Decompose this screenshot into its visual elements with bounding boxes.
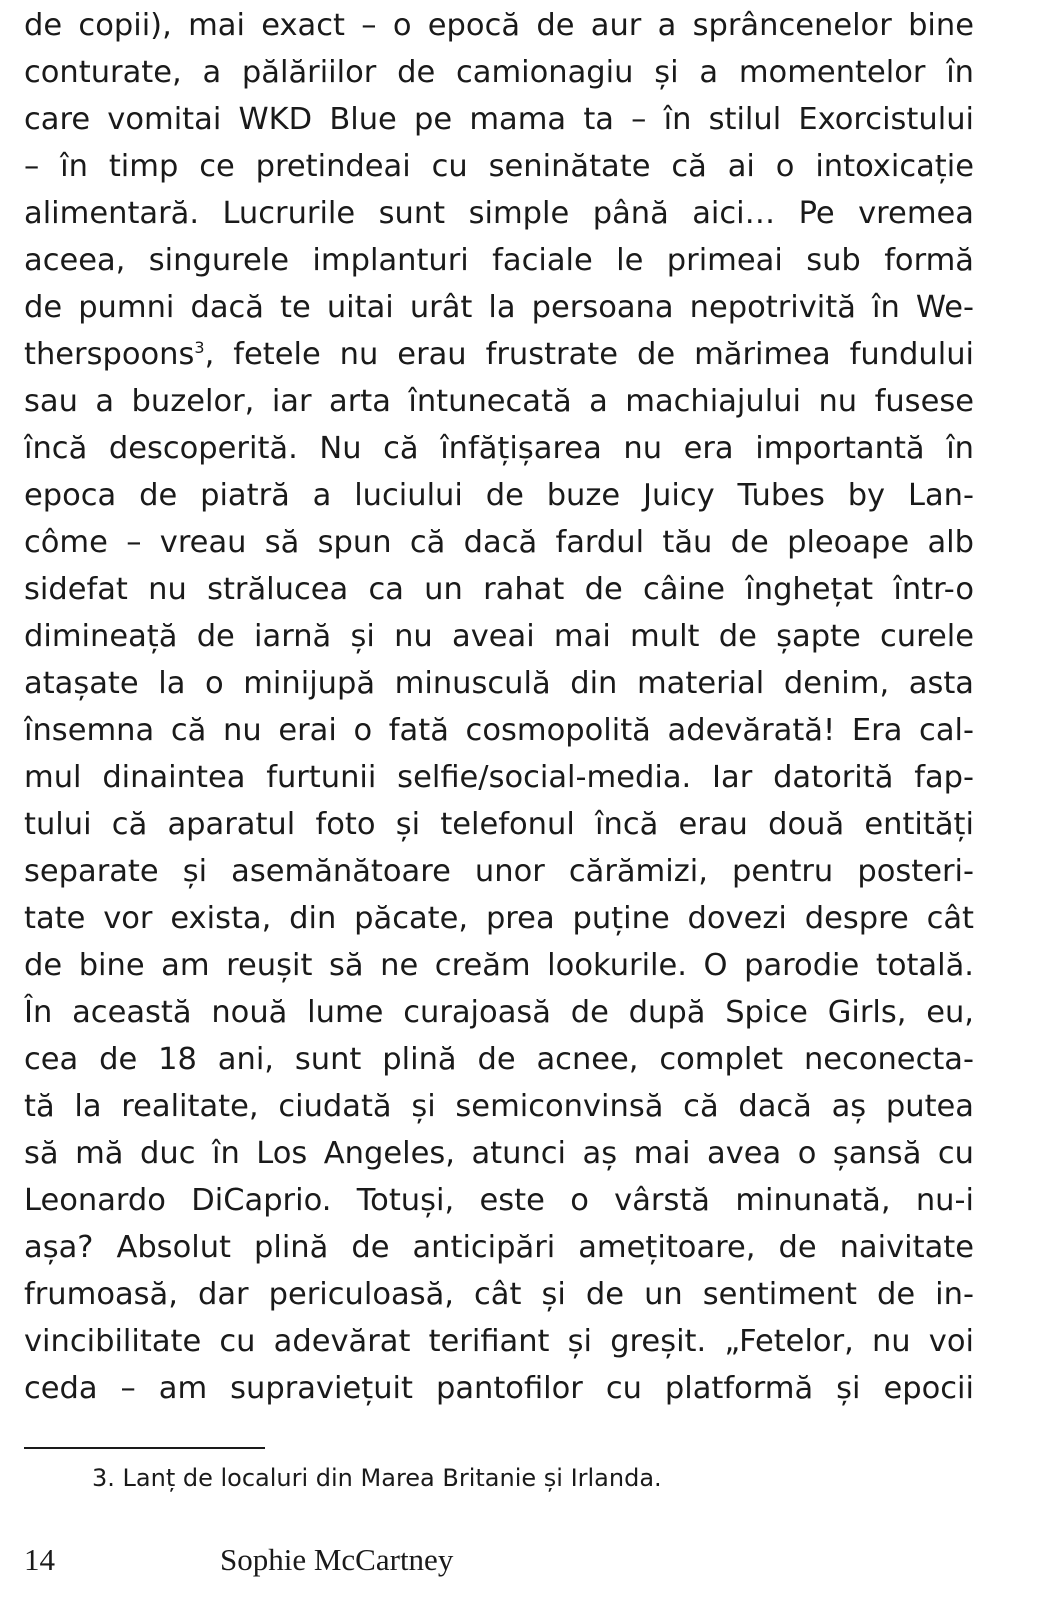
text-line: de pumni dacă te uitai urât la persoana nepotrivită în We- xyxy=(24,290,974,325)
text-line: cea de 18 ani, sunt plină de acnee, complet neconecta- xyxy=(24,1042,974,1077)
text-line: Leonardo DiCaprio. Totuși, este o vârstă minunată, nu-i xyxy=(24,1183,974,1218)
text-line: mul dinaintea furtunii selfie/social-media. Iar datorită fap- xyxy=(24,760,974,795)
text-line: sau a buzelor, iar arta întunecată a machiajului nu fusese xyxy=(24,384,974,419)
text-line: sidefat nu strălucea ca un rahat de câine înghețat într-o xyxy=(24,572,974,607)
text-line: epoca de piatră a luciului de buze Juicy Tubes by Lan- xyxy=(24,478,974,513)
text-line: însemna că nu erai o fată cosmopolită adevărată! Era cal- xyxy=(24,713,974,748)
text-line: ceda – am supraviețuit pantofilor cu platformă și epocii xyxy=(24,1371,974,1406)
footnote-divider xyxy=(24,1447,265,1449)
text-line: de bine am reușit să ne creăm lookurile. O parodie totală. xyxy=(24,948,974,983)
text-fragment: , fetele nu erau frustrate de mărimea fundului xyxy=(204,337,974,372)
text-line: încă descoperită. Nu că înfățișarea nu era importantă în xyxy=(24,431,974,466)
text-fragment: therspoons xyxy=(24,337,195,372)
text-line: să mă duc în Los Angeles, atunci aș mai avea o șansă cu xyxy=(24,1136,974,1171)
text-line: de copii), mai exact – o epocă de aur a sprâncenelor bine xyxy=(24,8,974,43)
text-line: așa? Absolut plină de anticipări amețitoare, de naivitate xyxy=(24,1230,974,1265)
text-line: frumoasă, dar periculoasă, cât și de un sentiment de in- xyxy=(24,1277,974,1312)
page-number: 14 xyxy=(24,1542,55,1577)
text-line: tului că aparatul foto și telefonul încă erau două entități xyxy=(24,807,974,842)
footnote-reference: 3 xyxy=(194,337,205,357)
text-line: aceea, singurele implanturi faciale le primeai sub formă xyxy=(24,243,974,278)
text-line: tate vor exista, din păcate, prea puține dovezi despre cât xyxy=(24,901,974,936)
running-head-author: Sophie McCartney xyxy=(220,1542,454,1577)
text-line: atașate la o minijupă minusculă din material denim, asta xyxy=(24,666,974,701)
text-line xyxy=(24,331,974,378)
text-line: conturate, a pălăriilor de camionagiu și a momentelor în xyxy=(24,55,974,90)
text-line: În această nouă lume curajoasă de după Spice Girls, eu, xyxy=(24,995,974,1030)
text-line: côme – vreau să spun că dacă fardul tău de pleoape alb xyxy=(24,525,974,560)
text-line: care vomitai WKD Blue pe mama ta – în stilul Exorcistului xyxy=(24,102,974,137)
text-line: tă la realitate, ciudată și semiconvinsă că dacă aș putea xyxy=(24,1089,974,1124)
text-line: vincibilitate cu adevărat terifiant și greșit. „Fetelor, nu voi xyxy=(24,1324,974,1359)
text-line: dimineață de iarnă și nu aveai mai mult de șapte curele xyxy=(24,619,974,654)
text-line: – în timp ce pretindeai cu seninătate că ai o intoxicație xyxy=(24,149,974,184)
text-line: separate și asemănătoare unor cărămizi, pentru posteri- xyxy=(24,854,974,889)
text-line: alimentară. Lucrurile sunt simple până aici… Pe vremea xyxy=(24,196,974,231)
footnote: 3. Lanț de localuri din Marea Britanie și Irlanda. xyxy=(92,1464,662,1492)
body-text xyxy=(24,2,974,1412)
